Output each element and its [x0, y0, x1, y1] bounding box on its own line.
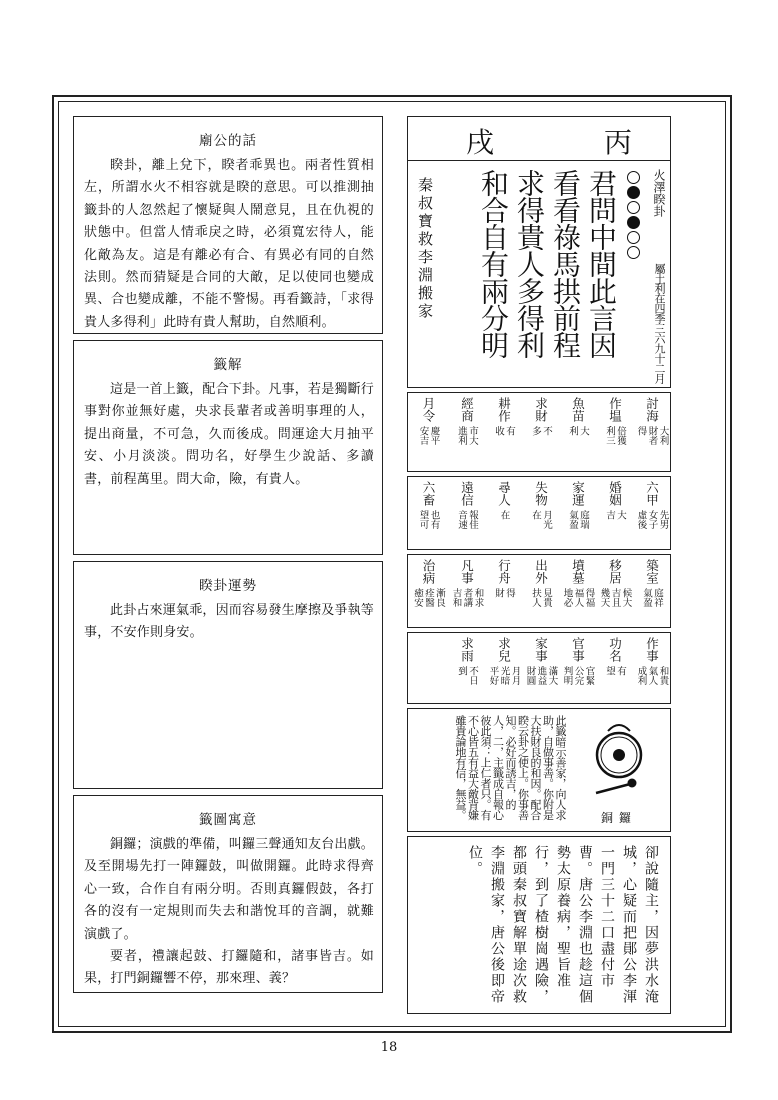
row2-name-4: 失物 [533, 481, 549, 506]
row4-col-4 [522, 633, 559, 703]
row2-val-7a: 也有 [428, 510, 440, 529]
row2-name-5: 尋人 [496, 481, 512, 506]
row1-val-6a: 市大 [467, 426, 478, 445]
row3-val-4a: 見貴 [541, 588, 552, 607]
stem-bing: 丙 [603, 126, 632, 159]
page-frame-inner [58, 101, 726, 1027]
row2-name-2: 婚姻 [607, 481, 623, 506]
row4-val-6b: 到 [456, 666, 467, 676]
row3-name-1: 築室 [644, 559, 660, 584]
row1-val-7b: 安吉 [417, 426, 429, 445]
fortune-row-2 [407, 476, 671, 550]
row3-val-3a: 得福 [583, 588, 595, 607]
story-small: 秦叔寶救李淵搬家 [416, 177, 434, 321]
row2-val-7b: 望可 [417, 510, 429, 529]
row3-name-2: 移居 [607, 559, 623, 584]
row3-col-4 [522, 555, 559, 627]
row3-val-3b: 福人 [572, 588, 584, 607]
row1-name-6: 經商 [459, 397, 475, 422]
row4-col-1 [633, 633, 670, 703]
row4-name-5: 求兒 [496, 637, 512, 662]
row1-col-3 [559, 393, 596, 471]
row2-val-2b: 吉 [604, 510, 615, 520]
row1-name-2: 作塭 [607, 397, 623, 422]
row4-name-6: 求雨 [459, 637, 475, 662]
kui-gua-section [73, 561, 383, 789]
row2-val-3b: 氣盈 [567, 510, 578, 529]
row1-val-2a: 倍獲 [615, 426, 626, 445]
row3-val-7c: 癒安 [412, 588, 423, 607]
row4-val-4c: 財圓 [524, 666, 536, 685]
row4-val-3b: 公完 [572, 666, 584, 685]
row4-val-6a: 不日 [467, 666, 478, 685]
fortune-header [407, 116, 671, 388]
row2-col-5 [485, 477, 522, 549]
row4-val-5a: 月月 [509, 666, 521, 685]
row2-col-4 [522, 477, 559, 549]
row2-name-6: 遠信 [459, 481, 475, 506]
row2-val-6b: 音速 [456, 510, 467, 529]
qian-jie-title: 籤解 [213, 357, 243, 373]
row3-val-6c: 吉和 [450, 588, 462, 607]
row3-name-5: 行舟 [496, 559, 512, 584]
row3-name-7: 治病 [421, 559, 436, 584]
gong-illustration [574, 717, 664, 829]
row2-col-2 [596, 477, 633, 549]
row1-val-1c: 得 [635, 426, 647, 436]
row4-val-4b: 進益 [535, 666, 547, 685]
row1-val-5b: 收 [493, 426, 504, 436]
row3-val-4b: 扶人 [530, 588, 541, 607]
row4-val-1b: 氣人 [646, 666, 658, 685]
row1-val-3a: 大 [578, 426, 589, 436]
row1-name-4: 求財 [533, 397, 549, 422]
fortune-row-3 [407, 554, 671, 628]
row4-val-2a: 有 [615, 666, 626, 676]
row2-val-1a: 先男 [657, 510, 669, 529]
miao-gong-text: 睽卦，離上兌下，睽者乖異也。兩者性質相左，所謂水火不相容就是睽的意思。可以推測抽籤卦的人忽然起了懷疑與人鬧意見，且在仇視的狀態中。但當人情乖戾之時，必須寬宏待人，能化敵為友。這是有離必有合、有異必有同的自然法則。然而猜疑是合同的大敵，足以使同也變成異、合也變成離，不能不警惕。再看籤詩，「求得貴人多得利」此時有貴人幫助，自然順利。 [84, 158, 374, 330]
row2-val-6a: 報佳 [467, 510, 478, 529]
page-frame [52, 95, 732, 1033]
row3-name-3: 墳墓 [570, 559, 586, 584]
kui-gua-title: 睽卦運勢 [199, 578, 257, 594]
miao-gong-title: 廟公的話 [199, 133, 257, 149]
row2-val-1c: 虛後 [635, 510, 647, 529]
row1-name-7: 月令 [421, 397, 436, 422]
row4-val-3c: 判明 [561, 666, 573, 685]
row1-col-7 [408, 393, 448, 471]
row2-name-7: 六畜 [421, 481, 436, 506]
stems-row [408, 117, 670, 161]
row3-col-2 [596, 555, 633, 627]
row1-val-5a: 有 [504, 426, 515, 436]
row1-val-2b: 利三 [604, 426, 615, 445]
story-section [407, 836, 671, 1014]
row1-val-1b: 財者 [646, 426, 658, 445]
row4-val-5b: 光暗 [498, 666, 510, 685]
row2-val-3a: 庭瑞 [578, 510, 589, 529]
row4-col-3 [559, 633, 596, 703]
row3-val-6b: 者講 [461, 588, 473, 607]
row2-col-7 [408, 477, 448, 549]
attribute-text: 屬土利在四季三六九十二月 [653, 263, 666, 383]
gong-label: 銅鑼 [600, 811, 637, 825]
row3-val-7a: 漸良 [434, 588, 445, 607]
row1-col-2 [596, 393, 633, 471]
row4-col-2 [596, 633, 633, 703]
row3-col-7 [408, 555, 448, 627]
row4-name-4: 家事 [533, 637, 549, 662]
qian-jie-text: 這是一首上籤，配合下卦。凡事，若是獨斷行事對你並無好處，央求長輩者或善明事理的人，提出商量，不可急，久而後成。問運途大月抽平安、小月淡淡。問功名，好學生少說話、多讀書，前程萬里。問大命，險，有貴人。 [84, 382, 375, 487]
row2-val-4b: 在 [530, 510, 541, 520]
row1-val-3b: 利 [567, 426, 578, 436]
row3-val-7b: 痊醫 [423, 588, 434, 607]
header-body [408, 161, 670, 387]
row1-name-5: 耕作 [496, 397, 512, 422]
row4-val-3a: 官緊 [583, 666, 595, 685]
row3-name-4: 出外 [533, 559, 549, 584]
kui-gua-text: 此卦占來運氣乖，因而容易發生摩擦及爭執等事，不安作則身安。 [84, 603, 375, 641]
row4-val-2b: 望 [604, 666, 615, 676]
fortune-row-4 [407, 632, 671, 704]
hexagram-line-6-icon [627, 246, 640, 259]
row3-val-1a: 庭祥 [652, 588, 663, 607]
row2-col-6 [448, 477, 485, 549]
row2-val-1b: 女子 [646, 510, 658, 529]
hexagram-line-1-icon [627, 171, 640, 184]
qian-tu-text-2: 要者，禮讓起鼓、打鑼隨和，諸事皆吉。如果，打門銅鑼響不停，那來理、義？ [84, 949, 374, 987]
row2-val-4a: 月光 [541, 510, 552, 529]
miao-gong-section [73, 116, 383, 334]
row4-val-4a: 滿大 [546, 666, 558, 685]
row2-val-5a: 在 [498, 510, 510, 520]
row2-col-1 [633, 477, 670, 549]
row4-col-5 [485, 633, 522, 703]
poem-line-3: 求得貴人多得利 [513, 169, 546, 358]
row3-name-6: 凡事 [459, 559, 475, 584]
fortune-row-1 [407, 392, 671, 472]
poem-line-4: 和合自有兩分明 [477, 169, 510, 358]
hexagram-line-4-icon [627, 216, 640, 229]
row3-col-5 [485, 555, 522, 627]
row1-val-4a: 不 [541, 426, 552, 436]
row3-val-6a: 和求 [472, 588, 484, 607]
row3-val-5a: 得 [504, 588, 515, 598]
row1-val-1a: 大利 [657, 426, 669, 445]
hexagram-column [620, 161, 670, 387]
row4-name-1: 作事 [644, 637, 660, 662]
row2-val-2a: 大 [615, 510, 626, 520]
row1-col-4 [522, 393, 559, 471]
row1-val-7a: 慶平 [428, 426, 440, 445]
row3-col-6 [448, 555, 485, 627]
gong-icon [574, 717, 664, 803]
qian-tu-section [73, 795, 383, 993]
row4-val-1a: 和貴 [657, 666, 669, 685]
row4-name-3: 官事 [570, 637, 586, 662]
note-section [407, 708, 671, 832]
row4-name-2: 功名 [607, 637, 623, 662]
row1-val-4b: 多 [530, 426, 541, 436]
qian-tu-title: 籤圖寓意 [199, 812, 257, 828]
row1-name-1: 討海 [644, 397, 660, 422]
row2-name-3: 家運 [570, 481, 586, 506]
stem-xu: 戌 [466, 126, 495, 159]
note-text: 此籤暗示善家，向人求助，自做事善。你附是大扶財良的和因。配合睽云卦之使上。你事善知。必好而誘吉，的人，二，主籤成自報心彼此須：上仁者只。有不心皆五有益大敵背嫌雖貴論地有信，無益。 [454, 715, 567, 820]
row2-col-3 [559, 477, 596, 549]
qian-tu-text-1: 銅鑼；演戲的準備，叫鑼三聲通知友台出戲。及至開場先打一陣鑼鼓，叫做開鑼。此時求得齊心一致，合作自有兩分明。否則真鑼假鼓，各打各的沒有一定規則而失去和諧悅耳的音調，就難演戲了。 [84, 837, 375, 942]
hexagram-circles [627, 169, 642, 261]
row3-val-3c: 地必 [561, 588, 573, 607]
row3-val-2b: 吉且 [609, 588, 621, 607]
row3-val-5b: 財 [493, 588, 504, 598]
page-number: 18 [380, 1040, 398, 1055]
row2-name-1: 六甲 [644, 481, 660, 506]
row4-val-5c: 平好 [487, 666, 499, 685]
row1-col-6 [448, 393, 485, 471]
row1-col-1 [633, 393, 670, 471]
row3-col-3 [559, 555, 596, 627]
qian-jie-section [73, 340, 383, 555]
hexagram-name: 火澤睽卦 [652, 169, 666, 217]
row3-col-1 [633, 555, 670, 627]
story-text: 卻說隨主，因夢洪水淹城，心疑而把鄖公李渾一門三十二口盡付市曹。唐公李淵也趁這個勢太原養病，聖旨准行，到了楂樹崗遇險，都頭秦叔寶解單途次救李淵搬家，唐公後即帝位。 [467, 845, 659, 1005]
row3-val-1b: 氣盈 [641, 588, 652, 607]
poem-line-1: 君問中間此言因 [585, 169, 618, 358]
row4-col-6 [448, 633, 485, 703]
row3-val-2c: 幾天 [598, 588, 610, 607]
row1-name-3: 魚苗 [570, 397, 586, 422]
hexagram-line-5-icon [627, 231, 640, 244]
row3-val-2a: 候大 [620, 588, 632, 607]
hexagram-line-2-icon [627, 186, 640, 199]
row1-val-6b: 進利 [456, 426, 467, 445]
row1-col-5 [485, 393, 522, 471]
row4-val-1c: 成利 [635, 666, 647, 685]
poem-line-2: 看看祿馬拱前程 [549, 169, 582, 358]
hexagram-line-3-icon [627, 201, 640, 214]
